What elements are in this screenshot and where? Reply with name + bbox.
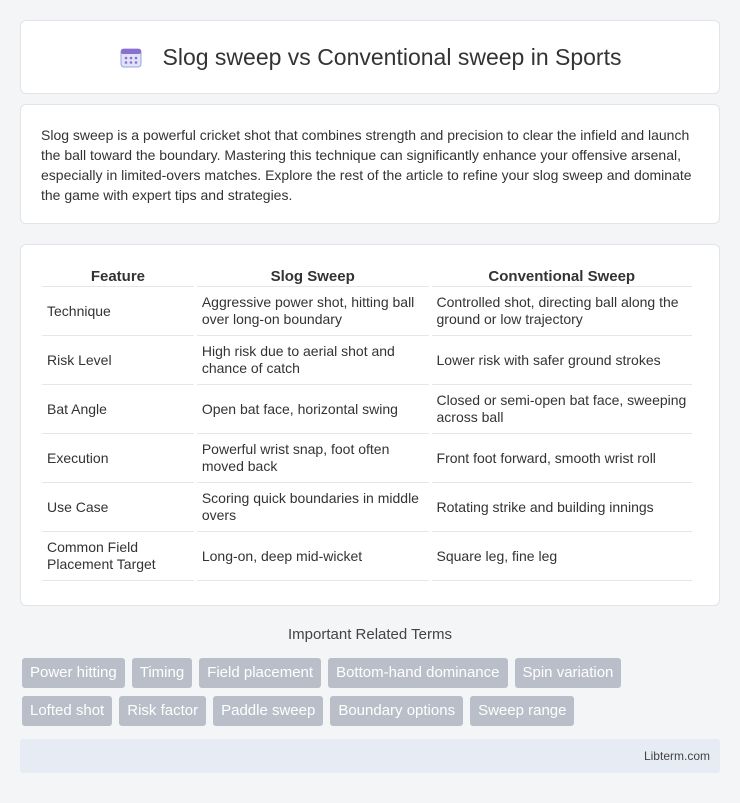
conventional-sweep-cell: Square leg, fine leg [432, 532, 692, 581]
slog-sweep-cell: High risk due to aerial shot and chance of catch [197, 336, 429, 385]
table-row [42, 483, 692, 532]
column-header-slog-sweep: Slog Sweep [197, 265, 429, 287]
feature-cell: Technique [42, 287, 194, 336]
related-term-tag[interactable]: Field placement [199, 658, 321, 688]
conventional-sweep-cell: Front foot forward, smooth wrist roll [432, 434, 692, 483]
table-row [42, 434, 692, 483]
slog-sweep-cell: Long-on, deep mid-wicket [197, 532, 429, 581]
related-term-tag[interactable]: Paddle sweep [213, 696, 323, 726]
footer [20, 739, 720, 773]
slog-sweep-cell: Scoring quick boundaries in middle overs [197, 483, 429, 532]
column-header-conventional-sweep: Conventional Sweep [432, 265, 692, 287]
slog-sweep-cell: Open bat face, horizontal swing [197, 385, 429, 434]
related-term-tag[interactable]: Risk factor [119, 696, 206, 726]
table-row [42, 336, 692, 385]
related-term-tag[interactable]: Bottom-hand dominance [328, 658, 507, 688]
related-term-tag[interactable]: Power hitting [22, 658, 125, 688]
related-term-tag[interactable]: Timing [132, 658, 192, 688]
table-header-row [42, 265, 692, 287]
related-terms-title: Important Related Terms [288, 626, 452, 643]
related-term-tag[interactable]: Sweep range [470, 696, 574, 726]
feature-cell: Execution [42, 434, 194, 483]
comparison-card [20, 244, 720, 606]
slog-sweep-cell: Aggressive power shot, hitting ball over long-on boundary [197, 287, 429, 336]
page-title: Slog sweep vs Conventional sweep in Sports [162, 43, 622, 70]
feature-cell: Use Case [42, 483, 194, 532]
calendar-icon [119, 45, 143, 69]
intro-card [20, 104, 720, 224]
conventional-sweep-cell: Controlled shot, directing ball along the ground or low trajectory [432, 287, 692, 336]
conventional-sweep-cell: Lower risk with safer ground strokes [432, 336, 692, 385]
intro-text: Slog sweep is a powerful cricket shot that combines strength and precision to clear the infield and launch the ball toward the boundary. Mastering this technique can significantly enhance your offensive arsenal, especially in limited-overs matches. Explore the rest of the article to refine your slog sweep and dominate the game with expert tips and strategies. [41, 127, 692, 203]
slog-sweep-cell: Powerful wrist snap, foot often moved back [197, 434, 429, 483]
related-term-tag[interactable]: Lofted shot [22, 696, 112, 726]
footer-site-link[interactable]: Libterm.com [643, 749, 710, 763]
table-row [42, 287, 692, 336]
feature-cell: Bat Angle [42, 385, 194, 434]
feature-cell: Common Field Placement Target [42, 532, 194, 581]
feature-cell: Risk Level [42, 336, 194, 385]
conventional-sweep-cell: Rotating strike and building innings [432, 483, 692, 532]
related-terms-list [22, 658, 722, 734]
title-card [20, 20, 720, 94]
related-term-tag[interactable]: Boundary options [330, 696, 463, 726]
related-term-tag[interactable]: Spin variation [515, 658, 622, 688]
table-row [42, 385, 692, 434]
table-row [42, 532, 692, 581]
column-header-feature: Feature [42, 265, 194, 287]
conventional-sweep-cell: Closed or semi-open bat face, sweeping across ball [432, 385, 692, 434]
comparison-table [39, 265, 695, 581]
